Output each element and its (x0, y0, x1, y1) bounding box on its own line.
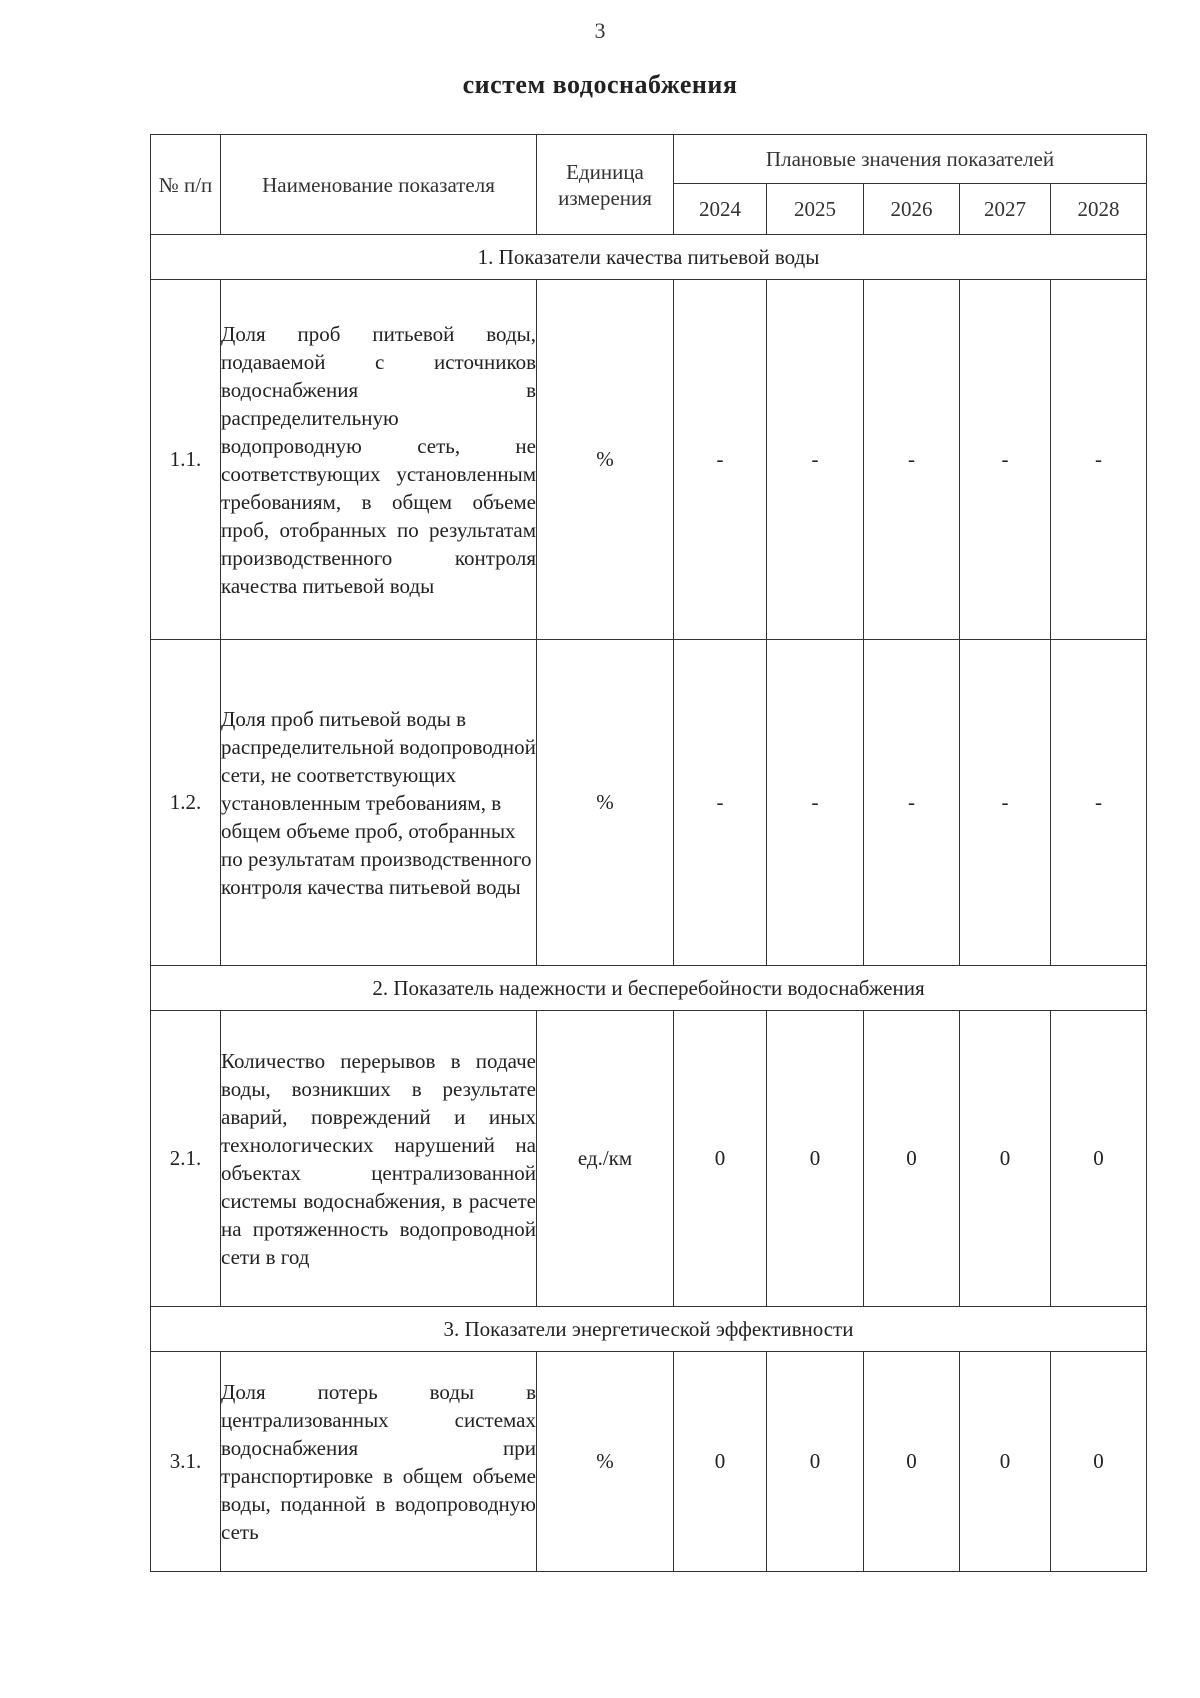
unit-cell: % (537, 1352, 674, 1572)
value-cell: 0 (674, 1352, 767, 1572)
unit-cell: % (537, 280, 674, 640)
value-cell: 0 (1051, 1011, 1147, 1307)
page-number: 3 (594, 18, 606, 43)
indicator-name: Доля проб питьевой воды в распределительной водопроводной сети, не соответствующих установленным требованиям, в общем объеме проб, отобранных по результатам производственного контроля качества питьевой воды (221, 640, 537, 966)
indicators-table (150, 134, 1147, 1572)
unit-cell: ед./км (537, 1011, 674, 1307)
unit-cell: % (537, 640, 674, 966)
table-header (151, 135, 1147, 235)
header-plan-values: Плановые значения показателей (674, 135, 1147, 184)
value-cell: 0 (1051, 1352, 1147, 1572)
row-number: 1.2. (151, 640, 221, 966)
section-title: 1. Показатели качества питьевой воды (151, 235, 1147, 280)
header-year: 2027 (960, 184, 1051, 235)
value-cell: - (767, 280, 864, 640)
table-row (151, 640, 1147, 966)
indicator-name: Доля потерь воды в централизованных системах водоснабжения при транспортировке в общем объеме воды, поданной в водопроводную сеть (221, 1352, 537, 1572)
row-number: 1.1. (151, 280, 221, 640)
section-row (151, 235, 1147, 280)
section-row (151, 1307, 1147, 1352)
header-num: № п/п (151, 135, 221, 235)
value-cell: - (674, 280, 767, 640)
header-name: Наименование показателя (221, 135, 537, 235)
header-unit: Единица измерения (537, 135, 674, 235)
indicator-name: Количество перерывов в подаче воды, возникших в результате аварий, повреждений и иных технологических нарушений на объектах централизованной системы водоснабжения, в расчете на протяженность водопроводной сети в год (221, 1011, 537, 1307)
row-number: 3.1. (151, 1352, 221, 1572)
value-cell: 0 (767, 1011, 864, 1307)
section-title: 3. Показатели энергетической эффективности (151, 1307, 1147, 1352)
value-cell: 0 (864, 1011, 960, 1307)
value-cell: - (674, 640, 767, 966)
value-cell: - (864, 280, 960, 640)
row-number: 2.1. (151, 1011, 221, 1307)
value-cell: 0 (960, 1352, 1051, 1572)
table-row (151, 1011, 1147, 1307)
document-title: систем водоснабжения (462, 70, 738, 99)
value-cell: - (960, 280, 1051, 640)
header-year: 2028 (1051, 184, 1147, 235)
value-cell: - (960, 640, 1051, 966)
value-cell: - (1051, 640, 1147, 966)
value-cell: - (864, 640, 960, 966)
section-title: 2. Показатель надежности и бесперебойности водоснабжения (151, 966, 1147, 1011)
value-cell: - (1051, 280, 1147, 640)
value-cell: - (767, 640, 864, 966)
table-row (151, 1352, 1147, 1572)
value-cell: 0 (674, 1011, 767, 1307)
value-cell: 0 (960, 1011, 1051, 1307)
table-row (151, 280, 1147, 640)
indicator-name: Доля проб питьевой воды, подаваемой с источников водоснабжения в распределительную водопроводную сеть, не соответствующих установленным требованиям, в общем объеме проб, отобранных по результатам производственного контроля качества питьевой воды (221, 280, 537, 640)
value-cell: 0 (864, 1352, 960, 1572)
header-year: 2024 (674, 184, 767, 235)
header-year: 2026 (864, 184, 960, 235)
header-year: 2025 (767, 184, 864, 235)
table-body (151, 235, 1147, 1572)
value-cell: 0 (767, 1352, 864, 1572)
section-row (151, 966, 1147, 1011)
